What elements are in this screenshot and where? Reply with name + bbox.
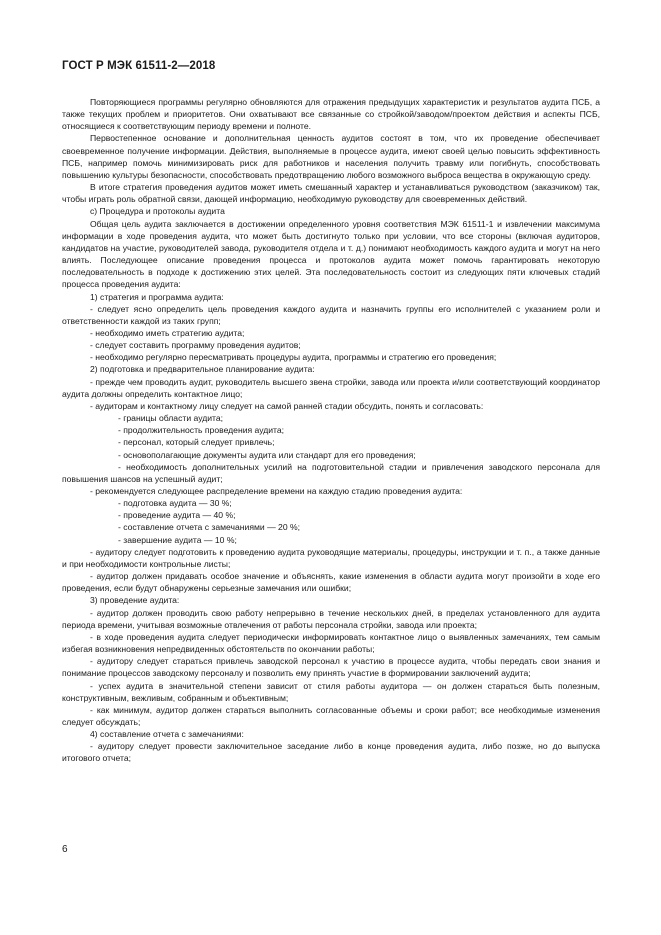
list-item: - следует составить программу проведения аудитов; bbox=[90, 340, 301, 351]
list-item: - следует ясно определить цель проведения каждого аудита и назначить группы его исполнителей с указанием роли и ответственности каждой из таких групп; bbox=[62, 303, 600, 326]
list-item: - аудитору следует провести заключительное заседание либо в конце проведения аудита, либо позже, но до выпуска итогового отчета; bbox=[62, 741, 600, 764]
list-item: - успех аудита в значительной степени зависит от стиля работы аудитора — он должен стараться быть полезным, конструктивным, вежливым, собранным и объективным; bbox=[62, 680, 600, 703]
list-heading: 4) составление отчета с замечаниями: bbox=[90, 729, 244, 740]
list-item: - необходимо иметь стратегию аудита; bbox=[90, 327, 245, 338]
list-subitem: - проведение аудита — 40 %; bbox=[118, 510, 236, 521]
page-number: 6 bbox=[62, 844, 68, 855]
list-subitem: - завершение аудита — 10 %; bbox=[118, 534, 237, 545]
list-subitem: - основополагающие документы аудита или стандарт для его проведения; bbox=[118, 449, 416, 460]
list-item: - аудиторам и контактному лицу следует на самой ранней стадии обсудить, понять и согласовать: bbox=[90, 400, 484, 411]
document-body bbox=[62, 96, 600, 765]
list-item: - как минимум, аудитор должен стараться выполнить согласованные объемы и сроки работ; все необходимые изменения следует обсуждать; bbox=[62, 704, 600, 727]
list-item: - в ходе проведения аудита следует периодически информировать контактное лицо о выявленных замечаниях, тем самым избегая возникновения непредвиденных обстоятельств по окончании работы; bbox=[62, 631, 600, 655]
list-item: - необходимо регулярно пересматривать процедуры аудита, программы и стратегию его проведения; bbox=[90, 352, 497, 363]
list-heading: 1) стратегия и программа аудита: bbox=[90, 291, 224, 302]
list-subitem: - персонал, который следует привлечь; bbox=[118, 437, 275, 448]
paragraph: Первостепенное основание и дополнительная ценность аудитов состоят в том, что их проведение обеспечивает своевременное получение информации. Действия, выполняемые в процессе аудита, имеют своей целью повысить эффективность ПСБ, например помочь минимизировать риск для работников и населения получить травму или погибнуть, способствовать повышению культуры безопасности, способствовать предотвращению любого возможного выброса вещества в окружающую среду. bbox=[62, 133, 600, 180]
list-subitem: - составление отчета с замечаниями — 20 %; bbox=[118, 522, 301, 533]
list-subitem: - продолжительность проведения аудита; bbox=[118, 425, 285, 436]
list-subitem: - необходимость дополнительных усилий на подготовительной стадии и привлечения заводского персонала для повышения шансов на успешный аудит; bbox=[62, 461, 600, 484]
list-item: - аудитору следует подготовить к проведению аудита руководящие материалы, процедуры, инструкции и т. п., а также данные и при необходимости контрольные листы; bbox=[62, 546, 600, 569]
section-heading: с) Процедура и протоколы аудита bbox=[90, 206, 225, 217]
list-item: - аудитор должен проводить свою работу непрерывно в течение нескольких дней, в пределах установленного для аудита периода времени, учитывая возможные отвлечения от работы персонала стройки, завода или проекта; bbox=[62, 607, 600, 630]
paragraph: Повторяющиеся программы регулярно обновляются для отражения предыдущих характеристик и результатов аудита ПСБ, а также текущих проблем и приоритетов. Они охватывают все связанные со стройкой/заводом/проектом действия и аспекты ПСБ, относящиеся к соответствующим периоду времени и полноте. bbox=[62, 97, 600, 132]
list-item: - аудитору следует стараться привлечь заводской персонал к участию в процессе аудита, чтобы передать свои знания и понимание процессов заводскому персоналу и позволить ему принять участие в формировании заключений аудита; bbox=[62, 656, 600, 679]
list-item: - прежде чем проводить аудит, руководитель высшего звена стройки, завода или проекта и/или соответствующий координатор аудита должны определить контактное лицо; bbox=[62, 376, 600, 399]
paragraph: В итоге стратегия проведения аудитов может иметь смешанный характер и устанавливаться руководством (заказчиком) так, чтобы играть роль обратной связи, дающей информацию, необходимую руководству для своевременных действий. bbox=[62, 182, 600, 205]
list-item: - аудитор должен придавать особое значение и объяснять, какие изменения в области аудита могут произойти в ходе его проведения, если будут обнаружены серьезные замечания или ошибки; bbox=[62, 571, 600, 594]
list-heading: 2) подготовка и предварительное планирование аудита: bbox=[90, 364, 315, 375]
list-heading: 3) проведение аудита: bbox=[90, 595, 180, 606]
document-header: ГОСТ Р МЭК 61511-2—2018 bbox=[62, 60, 216, 72]
list-subitem: - подготовка аудита — 30 %; bbox=[118, 498, 232, 509]
list-item: - рекомендуется следующее распределение времени на каждую стадию проведения аудита: bbox=[90, 486, 463, 496]
list-subitem: - границы области аудита; bbox=[118, 413, 224, 424]
paragraph: Общая цель аудита заключается в достижении определенного уровня соответствия МЭК 61511-1 и извлечении максимума информации в ходе проведения аудита, что может быть достигнуто только при условии, что все стороны (включая аудиторов, кандидатов на участие, руководителей завода, руководителя отдела и т. д.) понимают необходимость каждого аудита и могут на него влиять. Последующее описание проведения процесса и протоколов аудита может помочь гарантировать некоторую последовательность в подходе к достижению этих целей. Эта последовательность состоит из следующих пяти ключевых стадий процесса проведения аудита: bbox=[62, 218, 600, 290]
